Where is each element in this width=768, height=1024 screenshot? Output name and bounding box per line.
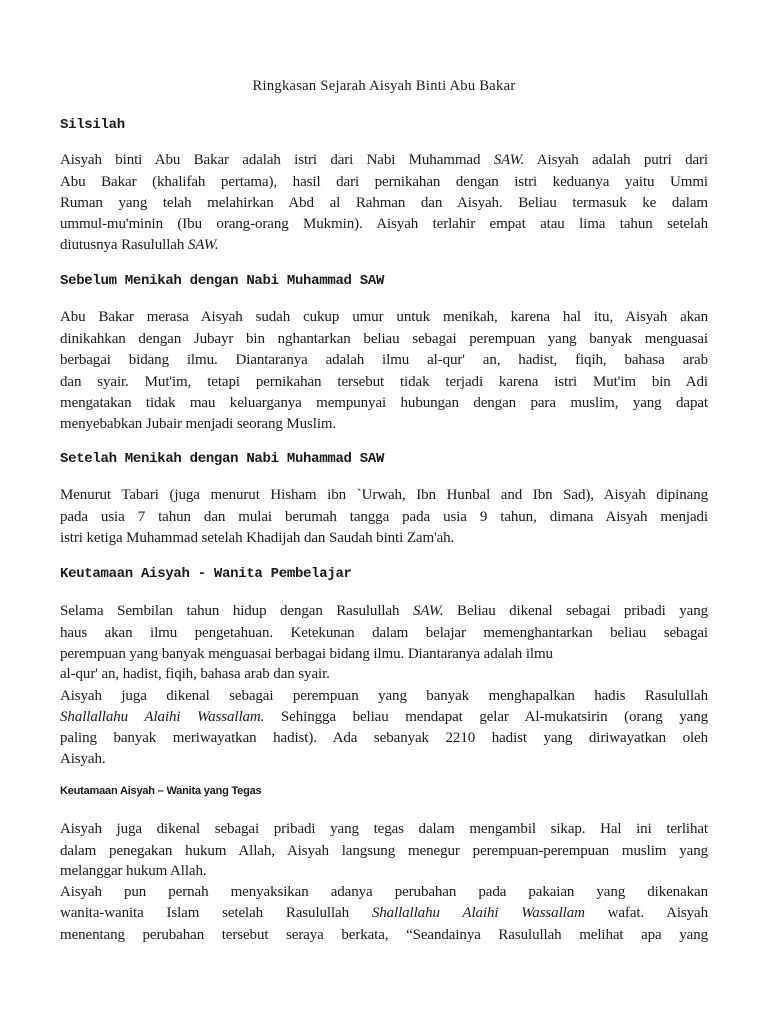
text-run: wafat. Aisyah — [584, 905, 708, 921]
paragraph-line — [60, 371, 708, 393]
text-run: paling banyak meriwayatkan hadist). Ada sebanyak 2210 hadist yang diriwayatkan oleh — [60, 730, 708, 746]
text-run: mengatakan tidak mau keluarganya mempunyai hubungan dengan para muslim, yang dapat — [60, 395, 708, 411]
paragraph-line — [60, 192, 708, 214]
text-run: Sehingga beliau mendapat gelar Al-mukatsirin (orang yang — [264, 709, 709, 725]
text-run: haus akan ilmu pengetahuan. Ketekunan dalam belajar memenghantarkan beliau sebagai — [60, 625, 708, 641]
paragraph-line — [60, 685, 708, 707]
section-heading: Setelah Menikah dengan Nabi Muhammad SAW — [60, 451, 385, 467]
paragraph-line — [60, 171, 708, 193]
paragraph-line — [60, 349, 708, 371]
text-run: diutusnya Rasulullah — [60, 237, 188, 253]
paragraph-line — [60, 840, 708, 862]
paragraph-line — [60, 860, 708, 882]
paragraph-line — [60, 706, 708, 728]
section-heading: Keutamaan Aisyah - Wanita Pembelajar — [60, 566, 352, 582]
paragraph-line — [60, 413, 708, 435]
text-run: Ruman yang telah melahirkan Abd al Rahman dan Aisyah. Beliau termasuk ke dalam — [60, 195, 708, 211]
italic-text: Shallallahu Alaihi Wassallam. — [60, 709, 265, 725]
text-run: Aisyah adalah putri dari — [524, 152, 708, 168]
text-run: dalam penegakan hukum Allah, Aisyah langsung menegur perempuan-perempuan muslim yang — [60, 843, 708, 859]
paragraph-line — [60, 902, 708, 924]
italic-text: SAW. — [493, 152, 525, 168]
text-run: Abu Bakar (khalifah pertama), hasil dari pernikahan dengan istri keduanya yaitu Ummi — [60, 174, 708, 190]
paragraph-line — [60, 392, 708, 414]
paragraph-line — [60, 600, 708, 622]
paragraph-line — [60, 663, 708, 685]
text-run: istri ketiga Muhammad setelah Khadijah dan Saudah binti Zam'ah. — [60, 530, 455, 546]
paragraph-line — [60, 149, 708, 171]
text-run: Abu Bakar merasa Aisyah sudah cukup umur untuk menikah, karena hal itu, Aisyah akan — [60, 309, 708, 325]
text-run: menentang perubahan tersebut seraya berkata, “Seandainya Rasulullah melihat apa yang — [60, 927, 708, 943]
paragraph-line — [60, 328, 708, 350]
paragraph-line — [60, 924, 708, 946]
paragraph-line — [60, 506, 708, 528]
paragraph-line — [60, 727, 708, 749]
text-run: Aisyah pun pernah menyaksikan adanya perubahan pada pakaian yang dikenakan — [60, 884, 708, 900]
paragraph-line — [60, 527, 708, 549]
text-run: perempuan yang banyak menguasai berbagai bidang ilmu. Diantaranya adalah ilmu — [60, 646, 553, 662]
paragraph-line — [60, 306, 708, 328]
italic-text: SAW. — [187, 237, 219, 253]
paragraph-line — [60, 484, 708, 506]
text-run: dan syair. Mut'im, tetapi pernikahan tersebut tidak terjadi karena istri Mut'im bin Adi — [60, 374, 708, 390]
paragraph-line — [60, 643, 708, 665]
section-heading: Keutamaan Aisyah – Wanita yang Tegas — [60, 785, 262, 797]
text-run: al-qur' an, hadist, fiqih, bahasa arab dan syair. — [60, 666, 330, 682]
text-run: ummul-mu'minin (Ibu orang-orang Mukmin). Aisyah terlahir empat atau lima tahun setelah — [60, 216, 708, 232]
paragraph-line — [60, 881, 708, 903]
text-run: menyebabkan Jubair menjadi seorang Muslim. — [60, 416, 337, 432]
section-heading: Silsilah — [60, 117, 125, 133]
paragraph-line — [60, 234, 708, 256]
paragraph-line — [60, 748, 708, 770]
text-run: Aisyah binti Abu Bakar adalah istri dari Nabi Muhammad — [60, 152, 494, 168]
text-run: Selama Sembilan tahun hidup dengan Rasulullah — [60, 603, 413, 619]
document-title: Ringkasan Sejarah Aisyah Binti Abu Bakar — [252, 78, 516, 94]
text-run: berbagai bidang ilmu. Diantaranya adalah ilmu al-qur' an, hadist, fiqih, bahasa arab — [60, 352, 708, 368]
text-run: Beliau dikenal sebagai pribadi yang — [443, 603, 708, 619]
paragraph-line — [60, 818, 708, 840]
text-run: Aisyah. — [60, 751, 106, 767]
paragraph-line — [60, 622, 708, 644]
text-run: pada usia 7 tahun dan mulai berumah tangga pada usia 9 tahun, dimana Aisyah menjadi — [60, 509, 708, 525]
text-run: dinikahkan dengan Jubayr bin nghantarkan beliau sebagai perempuan yang banyak menguasai — [60, 331, 708, 347]
paragraph-line — [60, 213, 708, 235]
text-run: wanita-wanita Islam setelah Rasulullah — [60, 905, 372, 921]
text-run: melanggar hukum Allah. — [60, 863, 207, 879]
text-run: Aisyah juga dikenal sebagai pribadi yang tegas dalam mengambil sikap. Hal ini terlihat — [60, 821, 708, 837]
italic-text: SAW. — [412, 603, 444, 619]
italic-text: Shallallahu Alaihi Wassallam — [371, 905, 585, 921]
text-run: Menurut Tabari (juga menurut Hisham ibn `Urwah, Ibn Hunbal and Ibn Sad), Aisyah dipinang — [60, 487, 708, 503]
section-heading: Sebelum Menikah dengan Nabi Muhammad SAW — [60, 273, 385, 289]
text-run: Aisyah juga dikenal sebagai perempuan yang banyak menghapalkan hadis Rasulullah — [60, 688, 708, 704]
